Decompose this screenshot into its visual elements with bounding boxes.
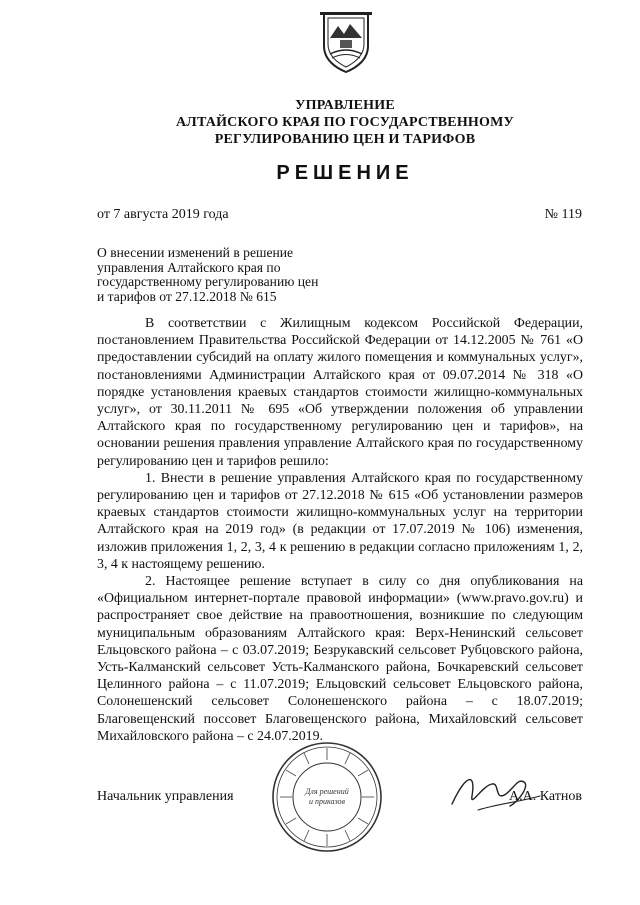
document-subject (97, 246, 347, 304)
subject-line: управления Алтайского края по (97, 259, 281, 275)
signer-name: А.А. Катнов (509, 789, 582, 804)
org-name-line-2: АЛТАЙСКОГО КРАЯ ПО ГОСУДАРСТВЕННОМУ (176, 115, 514, 130)
body-paragraph-item-1: 1. Внести в решение управления Алтайского края по государственному регулированию цен и тарифов от 27.12.2018 № 615 «Об установлении размеров краевых стандартов стоимости жилищно-коммунальных услуг на территории Алтайского края на 2019 год» (в редакции от 17.07.2019 № 106) изменения, изложив приложения 1, 2, 3, 4 к решению в редакции согласно приложениям 1, 2, 3, 4 к настоящему решению. (97, 470, 583, 572)
org-name-line-1: УПРАВЛЕНИЕ (295, 98, 395, 113)
svg-text:Для решений: Для решений (305, 787, 349, 796)
coat-of-arms-icon (318, 10, 374, 74)
signer-title: Начальник управления (97, 789, 234, 804)
document-type-title: РЕШЕНИЕ (276, 162, 414, 184)
document-date: от 7 августа 2019 года (97, 207, 229, 222)
body-paragraph-preamble: В соответствии с Жилищным кодексом Российской Федерации, постановлением Правительства Российской Федерации от 14.12.2005 № 761 «О предоставлении субсидий на оплату жилого помещения и коммунальных услуг», постановлениями Администрации Алтайского края от 09.07.2014 № 318 «О порядке установления краевых стандартов стоимости жилищно-коммунальных услуг», от 30.11.2011 № 695 «Об утверждении положения об управлении Алтайского края по государственному регулированию цен и тарифов», на основании решения правления управление Алтайского края по государственному регулированию цен и тарифов решило: (97, 316, 583, 469)
subject-line: государственному регулированию цен (97, 274, 319, 290)
subject-line: и тарифов от 27.12.2018 № 615 (97, 288, 277, 304)
svg-text:и приказов: и приказов (308, 797, 346, 806)
official-seal-icon (270, 740, 384, 854)
body-paragraph-item-2: 2. Настоящее решение вступает в силу со дня опубликования на «Официальном интернет-портале правовой информации» (www.pravo.gov.ru) и распространяет свое действие на правоотношения, возникшие по следующим муниципальным образованиям Алтайского края: Верх-Ненинский сельсовет Ельцовского района – с 03.07.2019; Безрукавский сельсовет Рубцовского района, Усть-Калманский сельсовет Усть-Калманского района, Бочкаревский сельсовет Целинного района – с 11.07.2019; Ельцовский сельсовет Ельцовского района, Солонешенский сельсовет Солонешенского района – с 18.07.2019; Благовещенский поссовет Благовещенского района, Михайловский сельсовет Михайловского района – с 24.07.2019. (97, 574, 583, 744)
document-number: № 119 (544, 207, 582, 222)
subject-line: О внесении изменений в решение (97, 245, 294, 260)
document-body (97, 315, 583, 745)
org-name-line-3: РЕГУЛИРОВАНИЮ ЦЕН И ТАРИФОВ (214, 132, 476, 147)
